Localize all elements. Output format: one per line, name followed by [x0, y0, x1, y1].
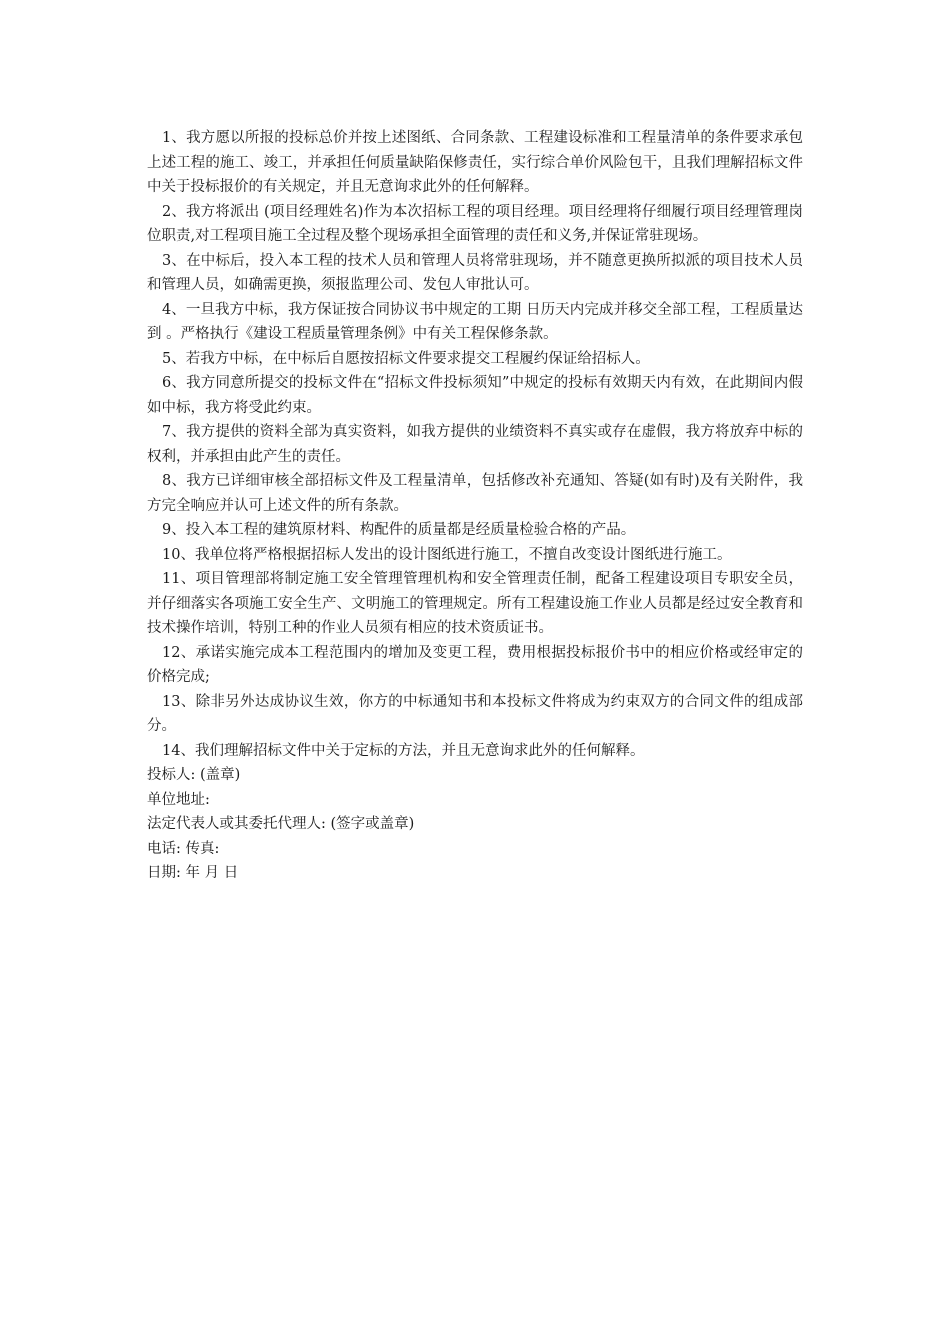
- clause-12: 12、承诺实施完成本工程范围内的增加及变更工程，费用根据投标报价书中的相应价格或经审定的价格完成;: [147, 644, 803, 685]
- signature-block: [147, 763, 803, 886]
- date-line: 日期: 年 月 日: [147, 865, 239, 881]
- clause-4: 4、一旦我方中标，我方保证按合同协议书中规定的工期 日历天内完成并移交全部工程，工程质量达到 。严格执行《建设工程质量管理条例》中有关工程保修条款。: [147, 301, 803, 342]
- clause-14: 14、我们理解招标文件中关于定标的方法，并且无意询求此外的任何解释。: [162, 742, 645, 759]
- clause-11: 11、项目管理部将制定施工安全管理管理机构和安全管理责任制，配备工程建设项目专职安全员，并仔细落实各项施工安全生产、文明施工的管理规定。所有工程建设施工作业人员都是经过安全教育和技术操作培训，特别工种的作业人员须有相应的技术资质证书。: [147, 571, 803, 636]
- document-body: [147, 126, 803, 886]
- clause-8: 8、我方已详细审核全部招标文件及工程量清单，包括修改补充通知、答疑(如有时)及有关附件，我方完全响应并认可上述文件的所有条款。: [147, 473, 803, 514]
- clause-10: 10、我单位将严格根据招标人发出的设计图纸进行施工，不擅自改变设计图纸进行施工。: [162, 546, 732, 563]
- clause-6: 6、我方同意所提交的投标文件在“招标文件投标须知”中规定的投标有效期天内有效，在此期间内假如中标，我方将受此约束。: [147, 375, 803, 416]
- clause-13: 13、除非另外达成协议生效，你方的中标通知书和本投标文件将成为约束双方的合同文件的组成部分。: [147, 693, 803, 734]
- clause-5: 5、若我方中标，在中标后自愿按招标文件要求提交工程履约保证给招标人。: [162, 350, 650, 367]
- clause-3: 3、在中标后，投入本工程的技术人员和管理人员将常驻现场，并不随意更换所拟派的项目技术人员和管理人员，如确需更换，须报监理公司、发包人审批认可。: [147, 252, 803, 293]
- clause-2: 2、我方将派出 (项目经理姓名)作为本次招标工程的项目经理。项目经理将仔细履行项目经理管理岗位职责,对工程项目施工全过程及整个现场承担全面管理的责任和义务,并保证常驻现场。: [147, 203, 803, 244]
- clause-9: 9、投入本工程的建筑原材料、构配件的质量都是经质量检验合格的产品。: [162, 522, 636, 538]
- representative-line: 法定代表人或其委托代理人: (签字或盖章): [147, 816, 415, 832]
- phone-fax-line: 电话: 传真:: [147, 840, 220, 857]
- address-line: 单位地址:: [147, 791, 210, 808]
- clause-7: 7、我方提供的资料全部为真实资料，如我方提供的业绩资料不真实或存在虚假，我方将放弃中标的权利，并承担由此产生的责任。: [147, 424, 803, 465]
- bidder-line: 投标人: (盖章): [147, 767, 241, 783]
- clause-1: 1、我方愿以所报的投标总价并按上述图纸、合同条款、工程建设标准和工程量清单的条件要求承包上述工程的施工、竣工，并承担任何质量缺陷保修责任，实行综合单价风险包干，且我们理解招标文件中关于投标报价的有关规定，并且无意询求此外的任何解释。: [147, 130, 803, 195]
